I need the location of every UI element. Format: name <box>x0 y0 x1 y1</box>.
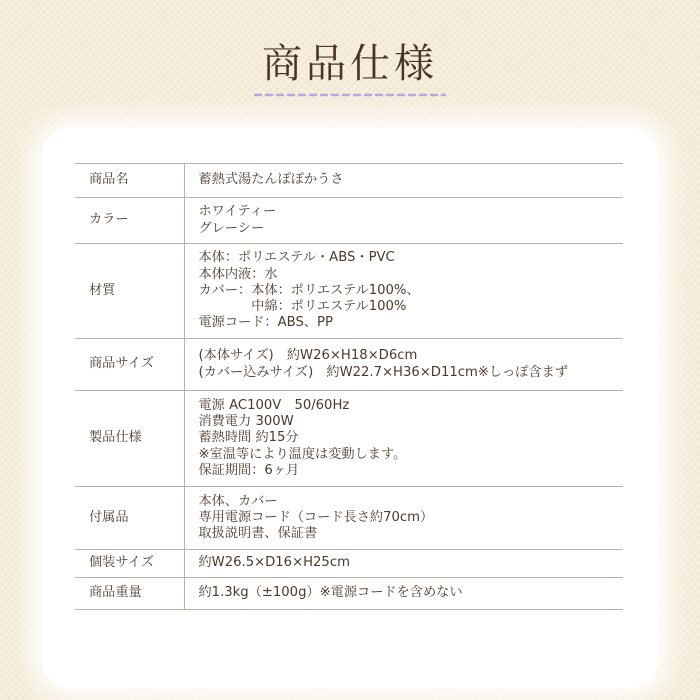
spec-label: 付属品 <box>75 487 184 550</box>
spec-label: 商品重量 <box>75 578 184 610</box>
spec-value: 本体：ポリエステル・ABS・PVC 本体内液：水 カバー：本体：ポリエステル100%、 中綿：ポリエステル100% 電源コード：ABS、PP <box>198 250 420 331</box>
spec-row-material <box>75 244 623 339</box>
title-area <box>0 40 700 88</box>
spec-label: 商品名 <box>75 164 184 198</box>
spec-value: ホワイティー グレーシー <box>198 204 277 236</box>
title-underline-decoration <box>254 92 446 98</box>
spec-table <box>75 163 623 610</box>
spec-row-specifications <box>75 391 623 487</box>
spec-row-weight <box>75 578 623 610</box>
spec-value: 電源 AC100V 50/60Hz 消費電力 300W 蓄熱時間 約15分 ※室温等により温度は変動します。 保証期間：6ヶ月 <box>198 397 407 478</box>
spec-label: 商品サイズ <box>75 339 184 391</box>
spec-label: カラー <box>75 198 184 244</box>
spec-label: 個装サイズ <box>75 550 184 578</box>
spec-label: 製品仕様 <box>75 391 184 487</box>
spec-row-product-size <box>75 339 623 391</box>
spec-row-color <box>75 198 623 244</box>
spec-value: (本体サイズ) 約W26×H18×D6cm (カバー込みサイズ) 約W22.7×H36×D11cm※しっぽ含まず <box>198 348 569 380</box>
spec-row-product-name <box>75 164 623 198</box>
spec-value: 約1.3kg（±100g）※電源コードを含めない <box>198 585 463 601</box>
spec-value: 本体、カバー 専用電源コード（コード長さ約70cm） 取扱説明書、保証書 <box>198 493 434 542</box>
spec-card <box>42 128 658 688</box>
spec-row-package-size <box>75 550 623 578</box>
spec-value: 蓄熱式湯たんぽぽかうさ <box>198 172 344 188</box>
page-title: 商品仕様 <box>262 41 438 87</box>
spec-row-accessories <box>75 487 623 550</box>
spec-value: 約W26.5×D16×H25cm <box>198 555 350 571</box>
spec-label: 材質 <box>75 244 184 339</box>
